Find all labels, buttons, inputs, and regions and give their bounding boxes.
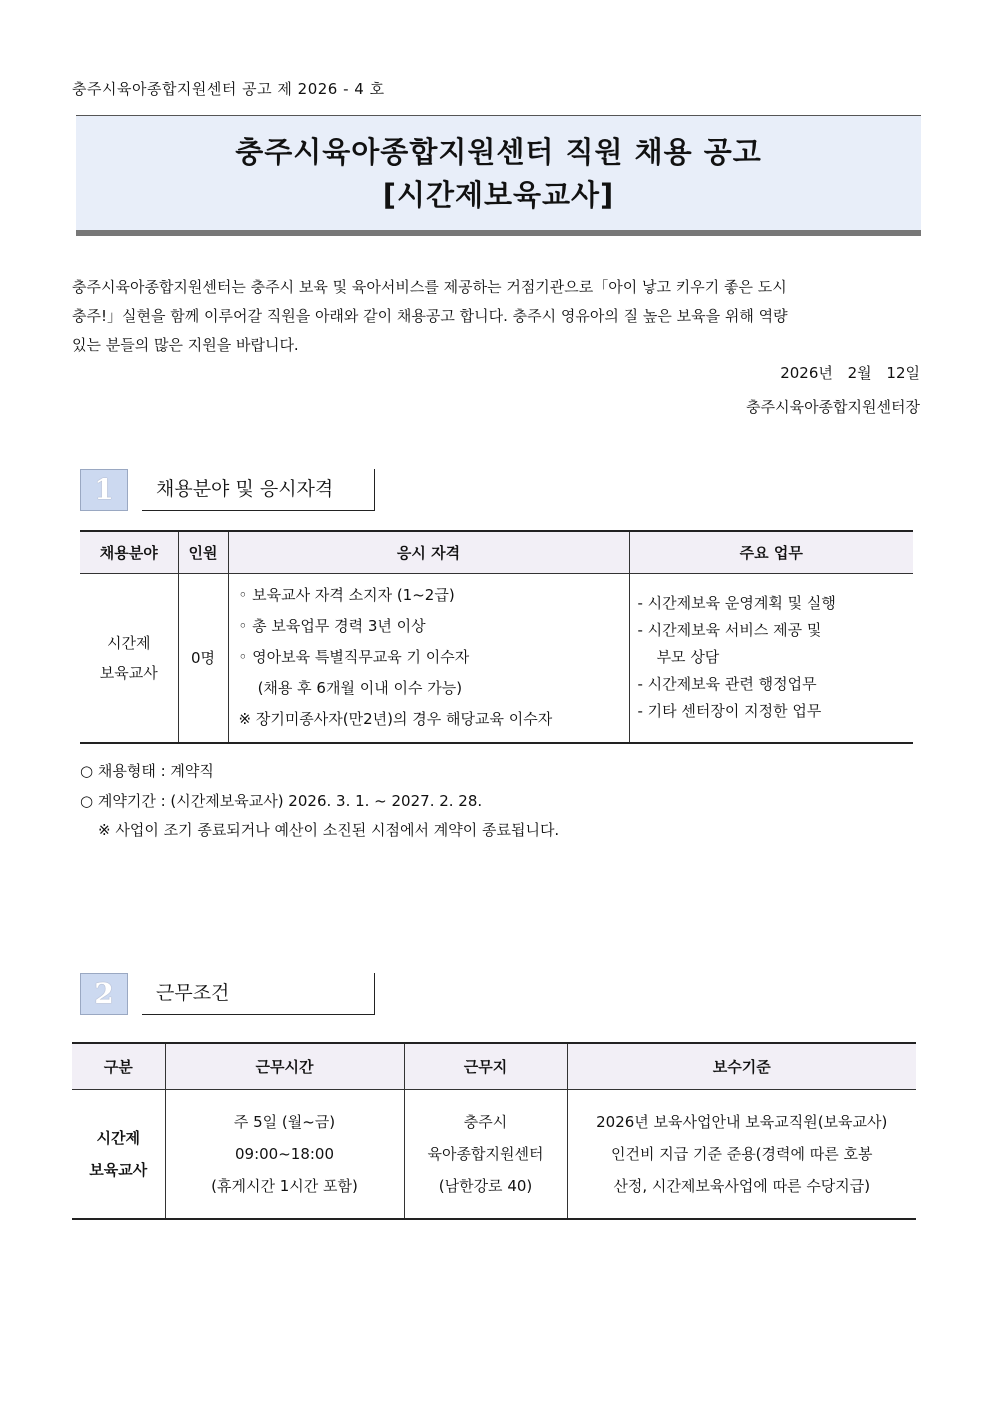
header-field: 채용분야	[80, 531, 178, 573]
duty-item: 부모 상담	[637, 648, 720, 667]
place-line: 충주시	[463, 1112, 508, 1131]
notice-date: 2026년 2월 12일	[780, 364, 920, 382]
qualification-cell	[228, 573, 629, 743]
header-hours: 근무시간	[165, 1043, 404, 1089]
header-headcount: 인원	[178, 531, 228, 573]
hours-line: 09:00~18:00	[234, 1144, 335, 1163]
qualification-table	[80, 530, 913, 744]
duty-item: - 기타 센터장이 지정한 업무	[637, 702, 822, 721]
qualification-item: ※ 장기미종사자(만2년)의 경우 해당교육 이수자	[238, 710, 553, 729]
qualification-item: ◦ 총 보육업무 경력 3년 이상	[238, 617, 426, 636]
category-line: 보육교사	[89, 1160, 148, 1179]
table-row	[80, 573, 913, 743]
pay-line: 인건비 지급 기준 준용(경력에 따른 호봉	[610, 1144, 873, 1163]
title-banner	[76, 115, 921, 236]
place-line: (남한강로 40)	[438, 1176, 533, 1195]
table-header-row	[72, 1043, 916, 1089]
issuer-name: 충주시육아종합지원센터장	[746, 398, 920, 416]
contract-period: ○ 계약기간 : (시간제보육교사) 2026. 3. 1. ~ 2027. 2. 28.	[80, 792, 483, 810]
header-category: 구분	[72, 1043, 165, 1089]
intro-line: 충주!」실현을 함께 이루어갈 직원을 아래와 같이 채용공고 합니다. 충주시 영유아의 질 높은 보육을 위해 역량	[72, 307, 788, 325]
contract-note: ※ 사업이 조기 종료되거나 예산이 소진된 시점에서 계약이 종료됩니다.	[98, 821, 560, 839]
pay-cell	[567, 1089, 916, 1219]
place-cell	[404, 1089, 567, 1219]
intro-paragraph	[72, 273, 922, 360]
hours-line: (휴게시간 1시간 포함)	[211, 1176, 358, 1195]
section2-title: 근무조건	[142, 973, 375, 1015]
intro-line: 충주시육아종합지원센터는 충주시 보육 및 육아서비스를 제공하는 거점기관으로「아이 낳고 키우기 좋은 도시	[72, 278, 787, 296]
page-subtitle: [시간제보육교사]	[382, 178, 615, 212]
intro-line: 있는 분들의 많은 지원을 바랍니다.	[72, 336, 299, 354]
qualification-item: ◦ 보육교사 자격 소지자 (1~2급)	[238, 586, 455, 605]
header-qualification: 응시 자격	[228, 531, 629, 573]
duty-item: - 시간제보육 서비스 제공 및	[637, 621, 822, 640]
page-title: 충주시육아종합지원센터 직원 채용 공고	[235, 135, 762, 169]
field-line: 보육교사	[99, 663, 158, 682]
section1-number: 1	[80, 469, 128, 511]
hours-cell	[165, 1089, 404, 1219]
table-header-row	[80, 531, 913, 573]
qualification-item: (채용 후 6개월 이내 이수 가능)	[238, 679, 463, 698]
work-conditions-table	[72, 1042, 916, 1220]
field-line: 시간제	[107, 633, 151, 652]
field-cell	[80, 573, 178, 743]
pay-line: 2026년 보육사업안내 보육교직원(보육교사)	[596, 1112, 888, 1131]
duty-item: - 시간제보육 관련 행정업무	[637, 675, 817, 694]
hours-line: 주 5일 (월~금)	[233, 1112, 336, 1131]
notice-number: 충주시육아종합지원센터 공고 제 2026 - 4 호	[72, 80, 385, 98]
header-pay: 보수기준	[567, 1043, 916, 1089]
section1-title: 채용분야 및 응시자격	[142, 469, 375, 511]
table-row	[72, 1089, 916, 1219]
duties-cell	[629, 573, 913, 743]
header-duties: 주요 업무	[629, 531, 913, 573]
category-cell	[72, 1089, 165, 1219]
category-line: 시간제	[96, 1128, 140, 1147]
place-line: 육아종합지원센터	[427, 1144, 544, 1163]
section2-number: 2	[80, 973, 128, 1015]
header-place: 근무지	[404, 1043, 567, 1089]
employment-info	[80, 756, 559, 844]
pay-line: 산정, 시간제보육사업에 따른 수당지급)	[613, 1176, 871, 1195]
headcount-cell: 0명	[178, 573, 228, 743]
qualification-item: ◦ 영아보육 특별직무교육 기 이수자	[238, 648, 470, 667]
duty-item: - 시간제보육 운영계획 및 실행	[637, 594, 836, 613]
employment-type: ○ 채용형태 : 계약직	[80, 762, 214, 780]
